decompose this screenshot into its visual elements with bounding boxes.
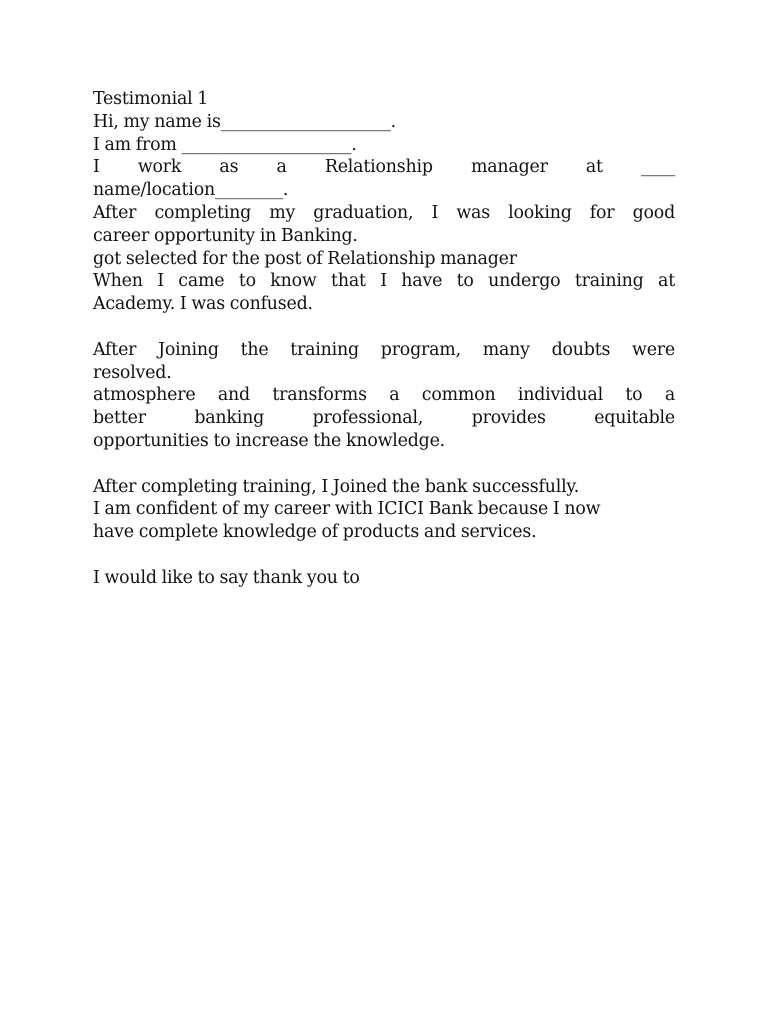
work-line-1: I work as a Relationship manager at ____ xyxy=(93,157,675,178)
paragraph-gap xyxy=(93,544,675,567)
joining-line-2: resolved. xyxy=(93,362,172,383)
completed-line-3: have complete knowledge of products and services. xyxy=(93,522,537,543)
training-line-1: When I came to know that I have to undergo training at xyxy=(93,271,675,292)
document-title: Testimonial 1 xyxy=(93,89,209,109)
graduation-line-1: After completing my graduation, I was looking for good xyxy=(93,202,675,223)
atmosphere-line-1: atmosphere and transforms a common individual to a xyxy=(93,385,675,406)
from-line: I am from ____________________. xyxy=(93,134,357,155)
training-line-2: Academy. I was confused. xyxy=(93,294,313,315)
graduation-line-2: career opportunity in Banking. xyxy=(93,225,358,246)
selected-line: got selected for the post of Relationship manager xyxy=(93,248,517,269)
paragraph-gap xyxy=(93,453,675,476)
name-line: Hi, my name is____________________. xyxy=(93,111,396,132)
atmosphere-line-3: opportunities to increase the knowledge. xyxy=(93,430,446,451)
completed-line-1: After completing training, I Joined the bank successfully. xyxy=(93,476,580,497)
completed-line-2: I am confident of my career with ICICI Bank because I now xyxy=(93,499,601,520)
thanks-line: I would like to say thank you to xyxy=(93,567,360,588)
joining-line-1: After Joining the training program, many doubts were xyxy=(93,339,675,360)
testimonial-text xyxy=(93,88,675,590)
atmosphere-line-2: better banking professional, provides equitable xyxy=(93,408,675,429)
paragraph-gap xyxy=(93,316,675,339)
work-line-2: name/location________. xyxy=(93,180,289,201)
